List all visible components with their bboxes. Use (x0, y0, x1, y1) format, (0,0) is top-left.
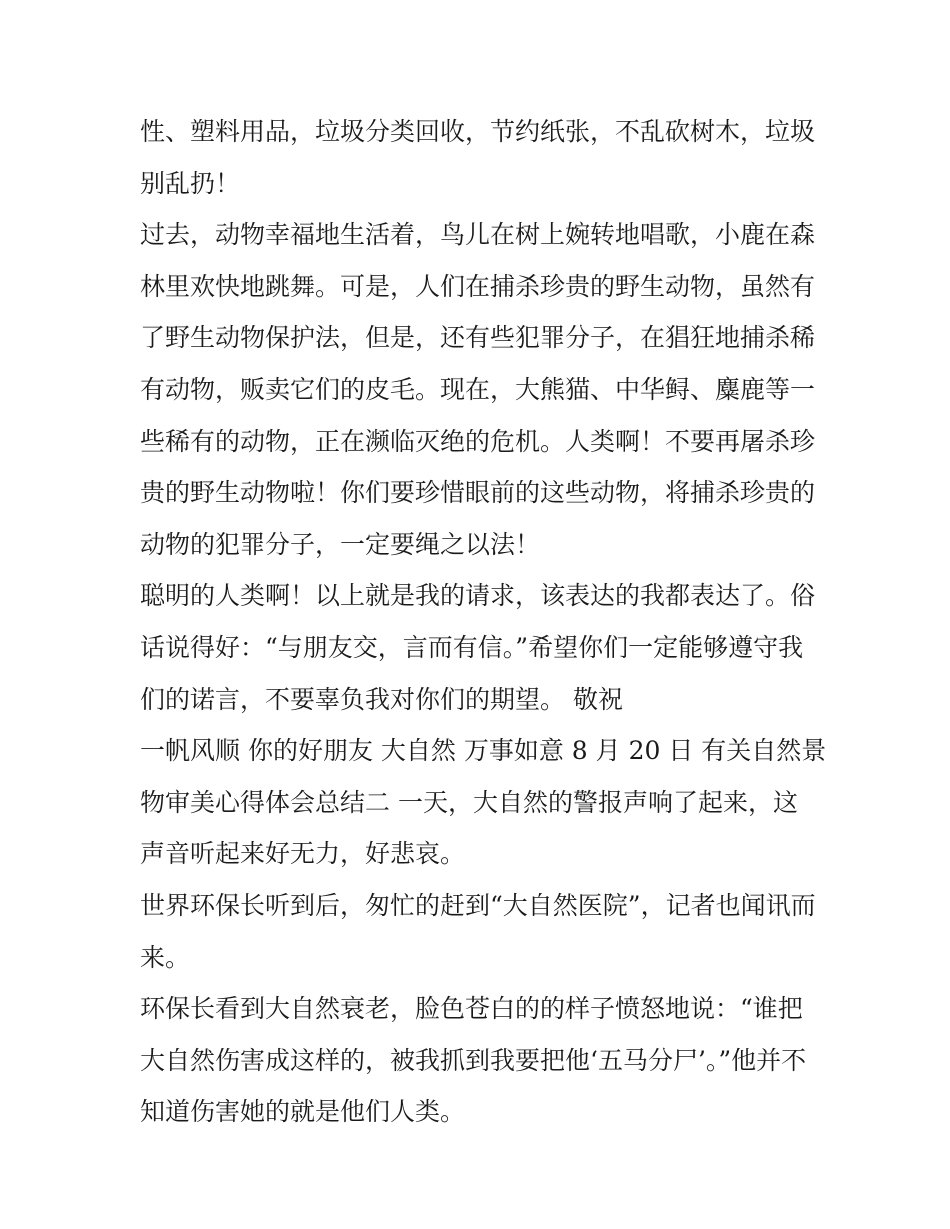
text-line: 环保长看到大自然衰老，脸色苍白的的样子愤怒地说：“谁把 (140, 994, 803, 1024)
text-line: 世界环保长听到后，匆忙的赶到“大自然医院”，记者也闻讯而 (140, 890, 816, 920)
text-line: 贵的野生动物啦！你们要珍惜眼前的这些动物，将捕杀珍贵的 (140, 478, 816, 508)
document-body (140, 106, 827, 1138)
text-line: 来。 (140, 942, 191, 972)
text-line: 有动物，贩卖它们的皮毛。现在，大熊猫、中华鲟、麋鹿等一 (140, 374, 816, 404)
text-line: 些稀有的动物，正在濒临灭绝的危机。人类啊！不要再屠杀珍 (140, 426, 816, 456)
text-line: 物审美心得体会总结二 一天，大自然的警报声响了起来，这 (140, 787, 798, 817)
text-line: 话说得好：“与朋友交，言而有信。”希望你们一定能够遵守我 (140, 632, 804, 662)
text-line: 过去，动物幸福地生活着，鸟儿在树上婉转地唱歌，小鹿在森 (140, 220, 816, 250)
text-line: 知道伤害她的就是他们人类。 (140, 1097, 466, 1127)
text-line: 声音听起来好无力，好悲哀。 (140, 839, 466, 869)
text-line: 动物的犯罪分子，一定要绳之以法！ (140, 529, 541, 559)
text-line: 性、塑料用品，垃圾分类回收，节约纸张，不乱砍树木，垃圾 (140, 117, 816, 146)
text-line: 一帆风顺 你的好朋友 大自然 万事如意 8 月 20 日 有关自然景 (140, 736, 827, 766)
text-line: 大自然伤害成这样的，被我抓到我要把他‘五马分尸’。”他并不 (140, 1045, 807, 1075)
text-line: 别乱扔！ (140, 168, 241, 198)
text-line: 了野生动物保护法，但是，还有些犯罪分子，在猖狂地捕杀稀 (140, 323, 816, 353)
text-line: 聪明的人类啊！以上就是我的请求，该表达的我都表达了。俗 (140, 581, 816, 611)
text-line: 们的诺言，不要辜负我对你们的期望。 敬祝 (140, 684, 623, 714)
text-line: 林里欢快地跳舞。可是，人们在捕杀珍贵的野生动物，虽然有 (140, 271, 816, 301)
